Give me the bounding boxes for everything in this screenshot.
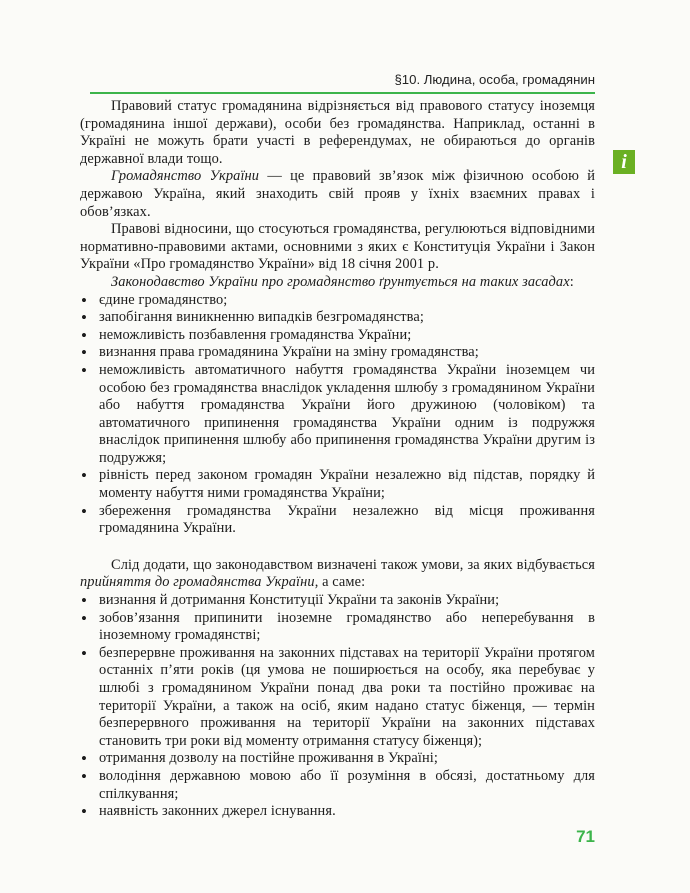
section-gap <box>80 538 595 557</box>
list-item: • неможливість автоматичного набуття громадянства України іноземцем чи особою без громадянства внаслідок укладення шлюбу з громадянином України або набуття громадянства України його дружиною (чоловіком) та автоматичного припинення громадянства України одним із подружжя внаслідок припинення шлюбу або припинення громадянства України другим із подружжя; <box>80 362 595 468</box>
list-item: • наявність законних джерел існування. <box>80 803 595 821</box>
list-item: • зобов’язання припинити іноземне громадянство або неперебування в іноземному громадянстві; <box>80 610 595 645</box>
paragraph-principles-lead <box>80 274 595 292</box>
list-item: • рівність перед законом громадян України незалежно від підстав, порядку й моменту набуття ними громадянства України; <box>80 467 595 502</box>
list-item: • безперервне проживання на законних підставах на території України протягом останніх п’яти років (ця умова не поширюється на особу, яка перебуває у шлюбі з громадянином України понад два роки та постійно проживає на території України, а також на осіб, яким надано статус біженця, — термін безперервного проживання на території України на законних підставах становить три роки від моменту отримання статусу біженця); <box>80 645 595 751</box>
list-item: • збереження громадянства України незалежно від місця проживання громадянина України. <box>80 503 595 538</box>
list-item: • єдине громадянство; <box>80 292 595 310</box>
list-item: • володіння державною мовою або її розуміння в обсязі, достатньому для спілкування; <box>80 768 595 803</box>
term-admission: прийняття до громадянства України <box>80 574 315 591</box>
principles-lead: Законодавство України про громадянство ґрунтується на таких засадах <box>111 273 570 290</box>
principles-list <box>80 292 595 538</box>
principles-colon: : <box>569 273 574 290</box>
paragraph-conditions-intro <box>80 557 595 592</box>
list-item: • неможливість позбавлення громадянства України; <box>80 327 595 345</box>
paragraph-legal-status: Правовий статус громадянина відрізняється від правового статусу іноземця (громадянина іншої держави), особи без громадянства. Наприклад, останні в Україні не можуть брати участі в референдумах, не обираються до органів державної влади тощо. <box>80 98 595 167</box>
page-number: 71 <box>576 827 595 846</box>
conditions-intro-before: Слід додати, що законодавством визначені також умови, за яких відбувається <box>111 556 595 573</box>
list-item: • визнання права громадянина України на зміну громадянства; <box>80 344 595 362</box>
term-citizenship: Громадянство України <box>111 168 260 185</box>
paragraph-citizenship-definition <box>80 168 595 221</box>
definition-text: — це правовий зв’язок між фізичною особою й державою Україна, який знаходить свій прояв у їхніх взаємних правах і обов’язках. <box>80 168 595 220</box>
main-text <box>80 98 595 821</box>
info-tab-icon: і <box>613 150 635 174</box>
conditions-list <box>80 592 595 821</box>
paragraph-legal-acts: Правові відносини, що стосуються громадянства, регулюються відповідними нормативно-правовими актами, основними з яких є Конституція України і Закон України «Про громадянство України» від 18 січня 2001 р. <box>80 221 595 273</box>
running-header: §10. Людина, особа, громадянин <box>394 72 595 87</box>
header-rule <box>90 92 595 94</box>
list-item: • запобігання виникненню випадків безгромадянства; <box>80 309 595 327</box>
list-item: • визнання й дотримання Конституції України та законів України; <box>80 592 595 610</box>
list-item: • отримання дозволу на постійне проживання в Україні; <box>80 750 595 768</box>
conditions-intro-after: , а саме: <box>314 574 366 591</box>
